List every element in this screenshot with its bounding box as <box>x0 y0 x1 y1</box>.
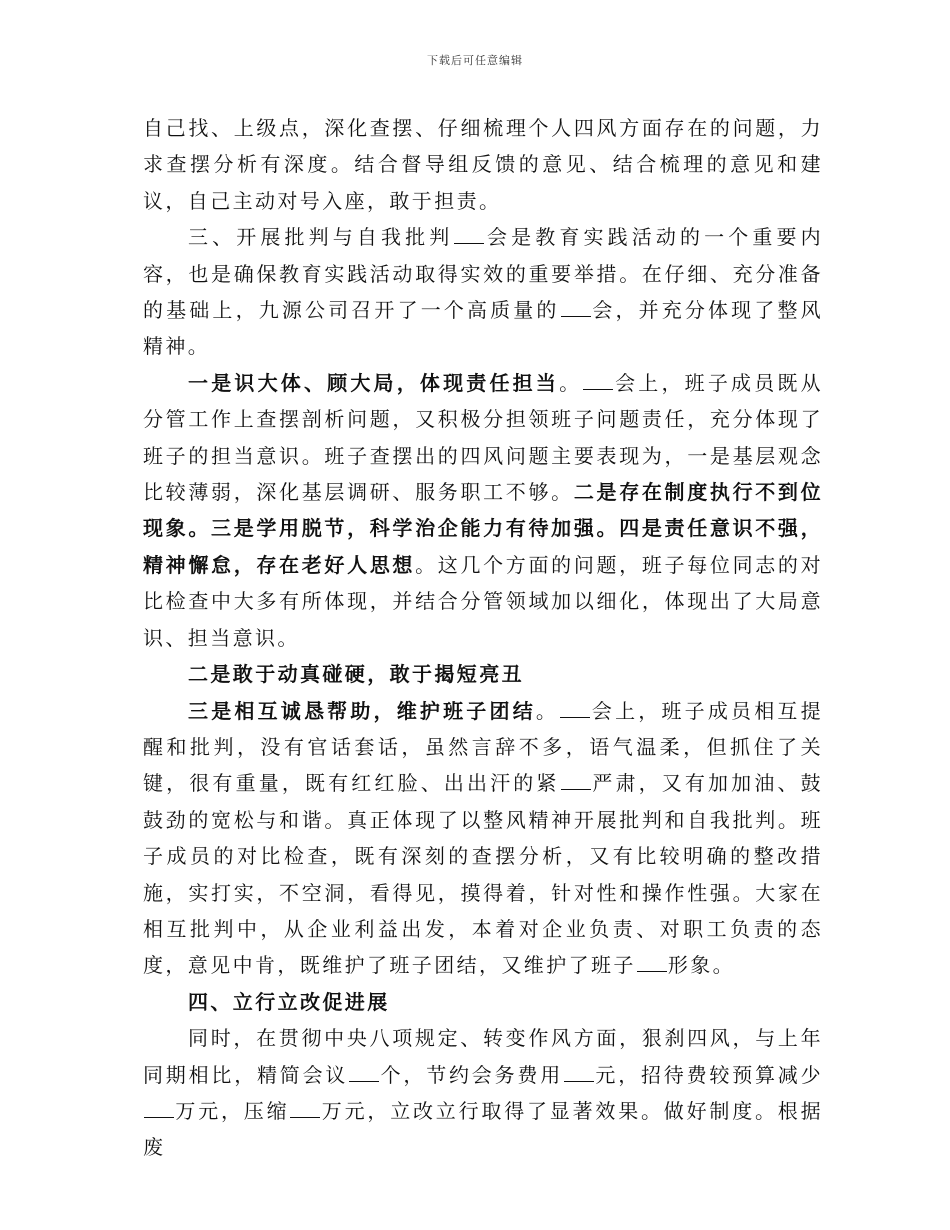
paragraph-7-text-b: 个，节约会务费用 <box>380 1062 563 1087</box>
blank-underline <box>564 1063 594 1082</box>
paragraph-7-text-a: 同时，在贯彻中央八项规定、转变作风方面，狠刹四风，与上年同期相比，精简会议 <box>143 1026 823 1087</box>
paragraph-2 <box>143 219 823 365</box>
blank-underline <box>349 1063 379 1082</box>
paragraph-5-text-b: 会上，班子成员相互提醒和批判，没有官话套话，虽然言辞不多，语气温柔，但抓住了关键，很有重量，既有红红脸、出出汗的紧 <box>143 698 824 796</box>
paragraph-3 <box>143 365 823 656</box>
paragraph-1-text: 自己找、上级点，深化查摆、仔细梳理个人四风方面存在的问题，力求查摆分析有深度。结合督导组反馈的意见、结合梳理的意见和建议，自己主动对号入座，敢于担责。 <box>143 116 823 213</box>
blank-underline <box>583 371 613 390</box>
paragraph-5-text-d: 形象。 <box>667 953 736 978</box>
section-heading-4-text: 四、立行立改促进展 <box>188 989 390 1014</box>
paragraph-5 <box>143 693 823 984</box>
blank-underline <box>454 225 484 244</box>
paragraph-3-text-c: 。这几个方面的问题，班子每位同志的对比检查中大多有所体现，并结合分管领域加以细化，体现出了大局意识、担当意识。 <box>143 552 823 650</box>
blank-underline <box>144 1099 174 1118</box>
blank-underline <box>560 699 590 718</box>
blank-underline <box>637 953 667 972</box>
paragraph-4-text: 二是敢于动真碰硬，敢于揭短亮丑 <box>188 662 524 687</box>
paragraph-5-bold: 三是相互诚恳帮助，维护班子团结 <box>188 698 536 723</box>
paragraph-3-text-a: 。 <box>559 370 583 395</box>
blank-underline <box>561 298 591 317</box>
paragraph-7-text-d: 万元，压缩 <box>175 1098 290 1123</box>
paragraph-3-text-b: 会上，班子成员既从分管工作上查摆剖析问题，又积极分担领班子问题责任，充分体现了班子的担当意识。班子查摆出的四风问题主要表现为，一是基层观念比较薄弱，深化基层调研、服务职工不够。 <box>143 370 824 505</box>
paragraph-2-text-b: 会是教育实践活动的一个重要内容，也是确保教育实践活动取得实效的重要举措。在仔细、充分准备的基础上，九源公司召开了一个高质量的 <box>143 225 823 323</box>
paragraph-3-bold-2: 二是存在制度执行不到位现象。三是学用脱节，科学治企能力有待加强。四是责任意识不强，精神懈怠，存在老好人思想 <box>143 480 823 577</box>
page-header-note: 下载后可任意编辑 <box>427 54 523 67</box>
paragraph-5-text-c: 严肃，又有加加油、鼓鼓劲的宽松与和谐。真正体现了以整风精神开展批判和自我批判。班子成员的对比检查，既有深刻的查摆分析，又有比较明确的整改措施，实打实，不空洞，看得见，摸得着，针对性和操作性强。大家在相互批判中，从企业利益出发，本着对企业负责、对职工负责的态度，意见中肯，既维护了班子团结，又维护了班子 <box>143 771 824 978</box>
paragraph-2-text-a: 三、开展批判与自我批判 <box>188 225 454 250</box>
paragraph-3-bold-1: 一是识大体、顾大局，体现责任担当 <box>188 370 560 395</box>
paragraph-4-heading <box>143 656 823 692</box>
paragraph-7-text-c: 元，招待费较预算减少 <box>595 1062 823 1087</box>
blank-underline <box>290 1099 320 1118</box>
section-heading-4 <box>143 984 823 1020</box>
paragraph-7 <box>143 1020 823 1166</box>
paragraph-5-text-a: 。 <box>535 698 560 723</box>
paragraph-1 <box>143 110 823 219</box>
paragraph-7-text-e: 万元，立改立行取得了显著效果。做好制度。根据废 <box>143 1098 823 1160</box>
document-body <box>143 110 823 1166</box>
paragraph-2-text-c: 会，并充分体现了整风精神。 <box>143 298 824 359</box>
blank-underline <box>561 771 591 790</box>
